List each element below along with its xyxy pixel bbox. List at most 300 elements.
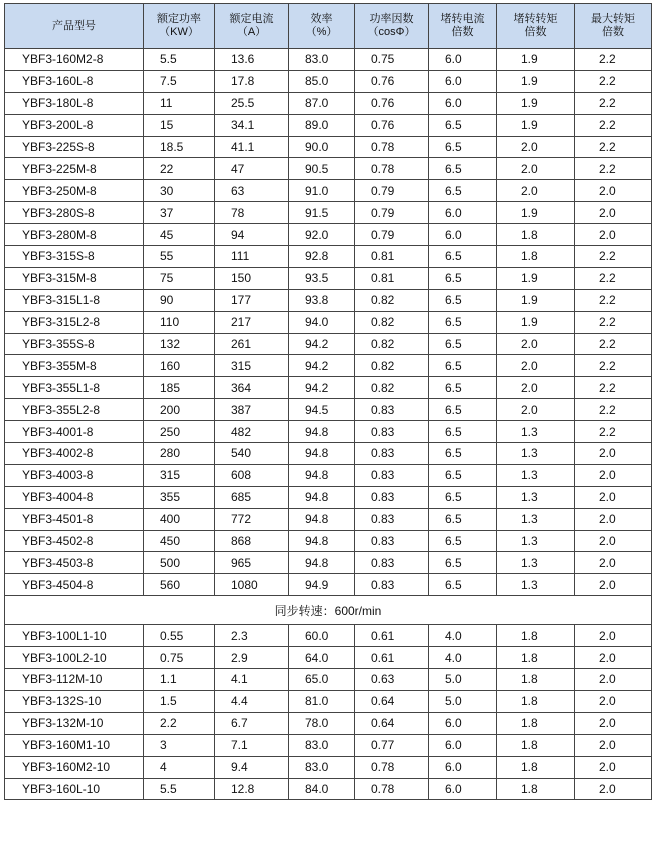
cell-efficiency: 94.8 bbox=[289, 508, 355, 530]
cell-locked-rotor-torque: 1.8 bbox=[497, 647, 575, 669]
table-row bbox=[5, 508, 652, 530]
cell-model: YBF3-4002-8 bbox=[5, 443, 144, 465]
cell-locked-rotor-torque: 2.0 bbox=[497, 399, 575, 421]
cell-max-torque: 2.2 bbox=[575, 136, 652, 158]
cell-max-torque: 2.2 bbox=[575, 70, 652, 92]
cell-power-factor: 0.81 bbox=[355, 267, 429, 289]
cell-model: YBF3-315L2-8 bbox=[5, 311, 144, 333]
cell-efficiency: 90.5 bbox=[289, 158, 355, 180]
cell-model: YBF3-355L1-8 bbox=[5, 377, 144, 399]
cell-rated-power: 2.2 bbox=[144, 712, 215, 734]
cell-power-factor: 0.83 bbox=[355, 552, 429, 574]
table-row bbox=[5, 421, 652, 443]
header-label: 最大转矩 bbox=[591, 13, 635, 25]
cell-locked-rotor-torque: 1.9 bbox=[497, 92, 575, 114]
table-body-10-pole bbox=[5, 625, 652, 800]
cell-power-factor: 0.82 bbox=[355, 289, 429, 311]
table-row bbox=[5, 756, 652, 778]
cell-max-torque: 2.2 bbox=[575, 158, 652, 180]
cell-max-torque: 2.0 bbox=[575, 486, 652, 508]
cell-model: YBF3-355L2-8 bbox=[5, 399, 144, 421]
cell-efficiency: 92.0 bbox=[289, 224, 355, 246]
cell-rated-power: 1.1 bbox=[144, 669, 215, 691]
cell-power-factor: 0.83 bbox=[355, 508, 429, 530]
cell-model: YBF3-4501-8 bbox=[5, 508, 144, 530]
table-row bbox=[5, 49, 652, 71]
cell-rated-power: 560 bbox=[144, 574, 215, 596]
cell-rated-current: 540 bbox=[215, 443, 289, 465]
cell-rated-current: 482 bbox=[215, 421, 289, 443]
table-row bbox=[5, 202, 652, 224]
header-label: 堵转电流 bbox=[440, 13, 485, 25]
cell-rated-power: 18.5 bbox=[144, 136, 215, 158]
cell-locked-rotor-torque: 1.8 bbox=[497, 690, 575, 712]
cell-rated-current: 965 bbox=[215, 552, 289, 574]
cell-locked-rotor-current: 6.5 bbox=[429, 399, 497, 421]
cell-locked-rotor-current: 6.0 bbox=[429, 49, 497, 71]
cell-max-torque: 2.0 bbox=[575, 756, 652, 778]
table-row bbox=[5, 136, 652, 158]
cell-efficiency: 94.2 bbox=[289, 355, 355, 377]
cell-rated-power: 7.5 bbox=[144, 70, 215, 92]
table-row bbox=[5, 669, 652, 691]
cell-rated-current: 6.7 bbox=[215, 712, 289, 734]
cell-efficiency: 64.0 bbox=[289, 647, 355, 669]
cell-efficiency: 87.0 bbox=[289, 92, 355, 114]
cell-rated-power: 500 bbox=[144, 552, 215, 574]
header-sublabel: （KW） bbox=[159, 26, 199, 38]
cell-model: YBF3-355S-8 bbox=[5, 333, 144, 355]
table-row bbox=[5, 267, 652, 289]
cell-model: YBF3-160M2-10 bbox=[5, 756, 144, 778]
cell-max-torque: 2.0 bbox=[575, 574, 652, 596]
cell-rated-power: 5.5 bbox=[144, 49, 215, 71]
cell-efficiency: 94.8 bbox=[289, 421, 355, 443]
table-row bbox=[5, 647, 652, 669]
cell-power-factor: 0.75 bbox=[355, 49, 429, 71]
cell-efficiency: 91.5 bbox=[289, 202, 355, 224]
table-row bbox=[5, 333, 652, 355]
motor-spec-table bbox=[4, 3, 652, 800]
cell-model: YBF3-225S-8 bbox=[5, 136, 144, 158]
cell-model: YBF3-112M-10 bbox=[5, 669, 144, 691]
cell-max-torque: 2.0 bbox=[575, 202, 652, 224]
cell-model: YBF3-160L-8 bbox=[5, 70, 144, 92]
cell-locked-rotor-current: 6.5 bbox=[429, 180, 497, 202]
header-sublabel: 倍数 bbox=[451, 26, 474, 38]
cell-rated-current: 47 bbox=[215, 158, 289, 180]
cell-power-factor: 0.76 bbox=[355, 92, 429, 114]
cell-locked-rotor-current: 6.0 bbox=[429, 224, 497, 246]
cell-rated-power: 185 bbox=[144, 377, 215, 399]
cell-rated-current: 772 bbox=[215, 508, 289, 530]
cell-power-factor: 0.76 bbox=[355, 70, 429, 92]
cell-rated-current: 2.9 bbox=[215, 647, 289, 669]
cell-rated-power: 15 bbox=[144, 114, 215, 136]
header-label: 额定功率 bbox=[157, 13, 201, 25]
cell-max-torque: 2.2 bbox=[575, 114, 652, 136]
cell-efficiency: 81.0 bbox=[289, 690, 355, 712]
table-row bbox=[5, 486, 652, 508]
cell-model: YBF3-200L-8 bbox=[5, 114, 144, 136]
cell-max-torque: 2.2 bbox=[575, 355, 652, 377]
section-divider bbox=[5, 596, 652, 625]
cell-locked-rotor-torque: 1.8 bbox=[497, 224, 575, 246]
cell-locked-rotor-torque: 1.8 bbox=[497, 625, 575, 647]
cell-efficiency: 83.0 bbox=[289, 756, 355, 778]
table-row bbox=[5, 70, 652, 92]
cell-rated-current: 9.4 bbox=[215, 756, 289, 778]
cell-rated-current: 387 bbox=[215, 399, 289, 421]
cell-locked-rotor-torque: 2.0 bbox=[497, 333, 575, 355]
cell-locked-rotor-torque: 2.0 bbox=[497, 355, 575, 377]
cell-power-factor: 0.82 bbox=[355, 333, 429, 355]
table-row bbox=[5, 443, 652, 465]
cell-power-factor: 0.79 bbox=[355, 202, 429, 224]
cell-efficiency: 94.2 bbox=[289, 333, 355, 355]
cell-locked-rotor-torque: 1.3 bbox=[497, 552, 575, 574]
cell-model: YBF3-315S-8 bbox=[5, 246, 144, 268]
cell-model: YBF3-225M-8 bbox=[5, 158, 144, 180]
cell-max-torque: 2.2 bbox=[575, 92, 652, 114]
cell-rated-current: 315 bbox=[215, 355, 289, 377]
cell-power-factor: 0.64 bbox=[355, 690, 429, 712]
cell-model: YBF3-4504-8 bbox=[5, 574, 144, 596]
cell-rated-power: 450 bbox=[144, 530, 215, 552]
table-row bbox=[5, 690, 652, 712]
cell-efficiency: 83.0 bbox=[289, 49, 355, 71]
cell-model: YBF3-100L2-10 bbox=[5, 647, 144, 669]
section-row bbox=[5, 596, 652, 625]
cell-locked-rotor-torque: 1.9 bbox=[497, 202, 575, 224]
header-row bbox=[5, 4, 652, 49]
cell-max-torque: 2.2 bbox=[575, 421, 652, 443]
cell-efficiency: 84.0 bbox=[289, 778, 355, 800]
cell-power-factor: 0.64 bbox=[355, 712, 429, 734]
table-row bbox=[5, 180, 652, 202]
cell-model: YBF3-250M-8 bbox=[5, 180, 144, 202]
cell-locked-rotor-current: 4.0 bbox=[429, 625, 497, 647]
table-row bbox=[5, 574, 652, 596]
cell-power-factor: 0.81 bbox=[355, 246, 429, 268]
cell-rated-current: 4.4 bbox=[215, 690, 289, 712]
cell-efficiency: 93.8 bbox=[289, 289, 355, 311]
cell-power-factor: 0.79 bbox=[355, 224, 429, 246]
cell-rated-current: 608 bbox=[215, 464, 289, 486]
cell-rated-current: 7.1 bbox=[215, 734, 289, 756]
cell-rated-power: 45 bbox=[144, 224, 215, 246]
cell-rated-power: 90 bbox=[144, 289, 215, 311]
cell-rated-current: 1080 bbox=[215, 574, 289, 596]
cell-model: YBF3-4502-8 bbox=[5, 530, 144, 552]
header-label: 效率 bbox=[310, 13, 333, 25]
cell-max-torque: 2.2 bbox=[575, 289, 652, 311]
cell-efficiency: 94.9 bbox=[289, 574, 355, 596]
cell-power-factor: 0.82 bbox=[355, 377, 429, 399]
cell-power-factor: 0.76 bbox=[355, 114, 429, 136]
cell-rated-power: 0.55 bbox=[144, 625, 215, 647]
table-row bbox=[5, 224, 652, 246]
cell-efficiency: 89.0 bbox=[289, 114, 355, 136]
table-body-8-pole bbox=[5, 49, 652, 596]
cell-locked-rotor-current: 6.5 bbox=[429, 114, 497, 136]
cell-efficiency: 94.8 bbox=[289, 530, 355, 552]
cell-model: YBF3-132M-10 bbox=[5, 712, 144, 734]
cell-power-factor: 0.61 bbox=[355, 625, 429, 647]
cell-locked-rotor-torque: 1.3 bbox=[497, 443, 575, 465]
cell-power-factor: 0.83 bbox=[355, 486, 429, 508]
table-row bbox=[5, 311, 652, 333]
cell-power-factor: 0.82 bbox=[355, 311, 429, 333]
header-max-torque bbox=[575, 4, 652, 49]
table-row bbox=[5, 92, 652, 114]
header-efficiency bbox=[289, 4, 355, 49]
cell-model: YBF3-100L1-10 bbox=[5, 625, 144, 647]
cell-efficiency: 93.5 bbox=[289, 267, 355, 289]
cell-rated-current: 261 bbox=[215, 333, 289, 355]
table-row bbox=[5, 289, 652, 311]
cell-max-torque: 2.2 bbox=[575, 49, 652, 71]
cell-model: YBF3-160L-10 bbox=[5, 778, 144, 800]
cell-rated-power: 315 bbox=[144, 464, 215, 486]
cell-locked-rotor-current: 6.5 bbox=[429, 355, 497, 377]
header-label: 产品型号 bbox=[52, 19, 96, 32]
cell-rated-current: 111 bbox=[215, 246, 289, 268]
header-power-factor bbox=[355, 4, 429, 49]
cell-power-factor: 0.63 bbox=[355, 669, 429, 691]
cell-locked-rotor-current: 6.5 bbox=[429, 377, 497, 399]
cell-locked-rotor-torque: 1.9 bbox=[497, 114, 575, 136]
cell-rated-current: 41.1 bbox=[215, 136, 289, 158]
cell-locked-rotor-current: 6.0 bbox=[429, 202, 497, 224]
table-row bbox=[5, 246, 652, 268]
table-row bbox=[5, 464, 652, 486]
table-row bbox=[5, 355, 652, 377]
header-locked-rotor-current bbox=[429, 4, 497, 49]
cell-max-torque: 2.0 bbox=[575, 508, 652, 530]
cell-rated-current: 177 bbox=[215, 289, 289, 311]
cell-efficiency: 78.0 bbox=[289, 712, 355, 734]
cell-power-factor: 0.61 bbox=[355, 647, 429, 669]
cell-locked-rotor-torque: 1.3 bbox=[497, 530, 575, 552]
cell-model: YBF3-4004-8 bbox=[5, 486, 144, 508]
table-row bbox=[5, 712, 652, 734]
cell-rated-power: 110 bbox=[144, 311, 215, 333]
cell-rated-power: 55 bbox=[144, 246, 215, 268]
cell-locked-rotor-current: 6.0 bbox=[429, 70, 497, 92]
cell-max-torque: 2.0 bbox=[575, 625, 652, 647]
cell-locked-rotor-current: 6.0 bbox=[429, 778, 497, 800]
table-row bbox=[5, 530, 652, 552]
header-sublabel: （A） bbox=[236, 26, 267, 38]
cell-locked-rotor-torque: 2.0 bbox=[497, 180, 575, 202]
cell-max-torque: 2.2 bbox=[575, 311, 652, 333]
cell-rated-power: 3 bbox=[144, 734, 215, 756]
cell-efficiency: 94.0 bbox=[289, 311, 355, 333]
cell-efficiency: 91.0 bbox=[289, 180, 355, 202]
cell-model: YBF3-4503-8 bbox=[5, 552, 144, 574]
cell-rated-current: 150 bbox=[215, 267, 289, 289]
cell-rated-power: 22 bbox=[144, 158, 215, 180]
header-locked-rotor-torque bbox=[497, 4, 575, 49]
cell-rated-current: 25.5 bbox=[215, 92, 289, 114]
cell-max-torque: 2.0 bbox=[575, 690, 652, 712]
cell-efficiency: 90.0 bbox=[289, 136, 355, 158]
header-sublabel: （%） bbox=[305, 26, 338, 38]
cell-power-factor: 0.83 bbox=[355, 443, 429, 465]
cell-power-factor: 0.83 bbox=[355, 421, 429, 443]
cell-locked-rotor-torque: 1.9 bbox=[497, 70, 575, 92]
cell-locked-rotor-torque: 1.3 bbox=[497, 508, 575, 530]
cell-max-torque: 2.0 bbox=[575, 224, 652, 246]
cell-locked-rotor-current: 5.0 bbox=[429, 690, 497, 712]
header-label: 堵转转矩 bbox=[513, 13, 558, 25]
header-label: 功率因数 bbox=[369, 13, 414, 25]
cell-power-factor: 0.78 bbox=[355, 158, 429, 180]
cell-efficiency: 60.0 bbox=[289, 625, 355, 647]
cell-efficiency: 83.0 bbox=[289, 734, 355, 756]
cell-rated-power: 132 bbox=[144, 333, 215, 355]
cell-locked-rotor-torque: 1.9 bbox=[497, 289, 575, 311]
cell-max-torque: 2.0 bbox=[575, 647, 652, 669]
cell-locked-rotor-current: 4.0 bbox=[429, 647, 497, 669]
table-header bbox=[5, 4, 652, 49]
cell-locked-rotor-current: 6.5 bbox=[429, 136, 497, 158]
cell-locked-rotor-torque: 1.3 bbox=[497, 574, 575, 596]
cell-rated-power: 5.5 bbox=[144, 778, 215, 800]
cell-max-torque: 2.0 bbox=[575, 734, 652, 756]
cell-max-torque: 2.2 bbox=[575, 377, 652, 399]
table-row bbox=[5, 377, 652, 399]
cell-locked-rotor-torque: 1.8 bbox=[497, 246, 575, 268]
cell-locked-rotor-current: 6.5 bbox=[429, 289, 497, 311]
cell-max-torque: 2.0 bbox=[575, 443, 652, 465]
cell-rated-power: 75 bbox=[144, 267, 215, 289]
table-row bbox=[5, 114, 652, 136]
cell-efficiency: 94.2 bbox=[289, 377, 355, 399]
cell-efficiency: 92.8 bbox=[289, 246, 355, 268]
cell-rated-current: 17.8 bbox=[215, 70, 289, 92]
cell-efficiency: 85.0 bbox=[289, 70, 355, 92]
header-rated-power bbox=[144, 4, 215, 49]
cell-max-torque: 2.0 bbox=[575, 180, 652, 202]
cell-model: YBF3-315M-8 bbox=[5, 267, 144, 289]
cell-rated-power: 37 bbox=[144, 202, 215, 224]
cell-rated-power: 280 bbox=[144, 443, 215, 465]
cell-locked-rotor-current: 6.5 bbox=[429, 486, 497, 508]
cell-rated-power: 30 bbox=[144, 180, 215, 202]
table-row bbox=[5, 552, 652, 574]
cell-power-factor: 0.83 bbox=[355, 530, 429, 552]
cell-rated-current: 94 bbox=[215, 224, 289, 246]
cell-model: YBF3-280M-8 bbox=[5, 224, 144, 246]
header-rated-current bbox=[215, 4, 289, 49]
cell-rated-power: 11 bbox=[144, 92, 215, 114]
cell-efficiency: 94.8 bbox=[289, 464, 355, 486]
cell-locked-rotor-current: 6.5 bbox=[429, 574, 497, 596]
cell-model: YBF3-160M1-10 bbox=[5, 734, 144, 756]
cell-model: YBF3-355M-8 bbox=[5, 355, 144, 377]
cell-locked-rotor-current: 6.5 bbox=[429, 311, 497, 333]
cell-locked-rotor-current: 6.0 bbox=[429, 92, 497, 114]
header-label: 额定电流 bbox=[229, 13, 274, 25]
cell-power-factor: 0.83 bbox=[355, 574, 429, 596]
cell-model: YBF3-280S-8 bbox=[5, 202, 144, 224]
cell-locked-rotor-torque: 1.9 bbox=[497, 311, 575, 333]
header-sublabel: 倍数 bbox=[524, 26, 547, 38]
cell-locked-rotor-current: 6.5 bbox=[429, 508, 497, 530]
cell-efficiency: 94.8 bbox=[289, 443, 355, 465]
cell-rated-current: 34.1 bbox=[215, 114, 289, 136]
cell-locked-rotor-current: 6.5 bbox=[429, 421, 497, 443]
cell-max-torque: 2.2 bbox=[575, 267, 652, 289]
cell-max-torque: 2.2 bbox=[575, 333, 652, 355]
cell-locked-rotor-current: 6.5 bbox=[429, 552, 497, 574]
table-row bbox=[5, 734, 652, 756]
table-row bbox=[5, 778, 652, 800]
cell-max-torque: 2.0 bbox=[575, 552, 652, 574]
cell-locked-rotor-torque: 1.3 bbox=[497, 464, 575, 486]
header-model bbox=[5, 4, 144, 49]
cell-locked-rotor-current: 6.5 bbox=[429, 443, 497, 465]
cell-locked-rotor-torque: 1.3 bbox=[497, 421, 575, 443]
header-sublabel: 倍数 bbox=[602, 26, 624, 38]
cell-power-factor: 0.78 bbox=[355, 778, 429, 800]
cell-max-torque: 2.0 bbox=[575, 669, 652, 691]
cell-max-torque: 2.2 bbox=[575, 399, 652, 421]
cell-model: YBF3-4003-8 bbox=[5, 464, 144, 486]
cell-efficiency: 65.0 bbox=[289, 669, 355, 691]
cell-model: YBF3-132S-10 bbox=[5, 690, 144, 712]
cell-power-factor: 0.83 bbox=[355, 399, 429, 421]
cell-rated-current: 63 bbox=[215, 180, 289, 202]
cell-rated-power: 250 bbox=[144, 421, 215, 443]
cell-power-factor: 0.77 bbox=[355, 734, 429, 756]
cell-locked-rotor-current: 6.5 bbox=[429, 246, 497, 268]
cell-locked-rotor-torque: 1.8 bbox=[497, 756, 575, 778]
cell-efficiency: 94.8 bbox=[289, 486, 355, 508]
cell-locked-rotor-torque: 1.8 bbox=[497, 712, 575, 734]
cell-rated-current: 78 bbox=[215, 202, 289, 224]
cell-power-factor: 0.83 bbox=[355, 464, 429, 486]
cell-locked-rotor-current: 6.0 bbox=[429, 712, 497, 734]
cell-rated-current: 12.8 bbox=[215, 778, 289, 800]
table-row bbox=[5, 399, 652, 421]
cell-power-factor: 0.82 bbox=[355, 355, 429, 377]
cell-max-torque: 2.0 bbox=[575, 464, 652, 486]
cell-rated-current: 4.1 bbox=[215, 669, 289, 691]
cell-rated-power: 0.75 bbox=[144, 647, 215, 669]
cell-model: YBF3-4001-8 bbox=[5, 421, 144, 443]
cell-rated-power: 4 bbox=[144, 756, 215, 778]
cell-rated-power: 160 bbox=[144, 355, 215, 377]
cell-max-torque: 2.2 bbox=[575, 246, 652, 268]
cell-rated-current: 13.6 bbox=[215, 49, 289, 71]
cell-locked-rotor-torque: 1.9 bbox=[497, 49, 575, 71]
cell-max-torque: 2.0 bbox=[575, 530, 652, 552]
cell-rated-power: 355 bbox=[144, 486, 215, 508]
cell-efficiency: 94.8 bbox=[289, 552, 355, 574]
cell-locked-rotor-torque: 2.0 bbox=[497, 136, 575, 158]
cell-locked-rotor-torque: 1.8 bbox=[497, 669, 575, 691]
table-row bbox=[5, 158, 652, 180]
cell-power-factor: 0.78 bbox=[355, 756, 429, 778]
cell-locked-rotor-torque: 1.3 bbox=[497, 486, 575, 508]
cell-rated-current: 685 bbox=[215, 486, 289, 508]
cell-locked-rotor-current: 6.5 bbox=[429, 158, 497, 180]
cell-rated-power: 400 bbox=[144, 508, 215, 530]
cell-rated-power: 200 bbox=[144, 399, 215, 421]
